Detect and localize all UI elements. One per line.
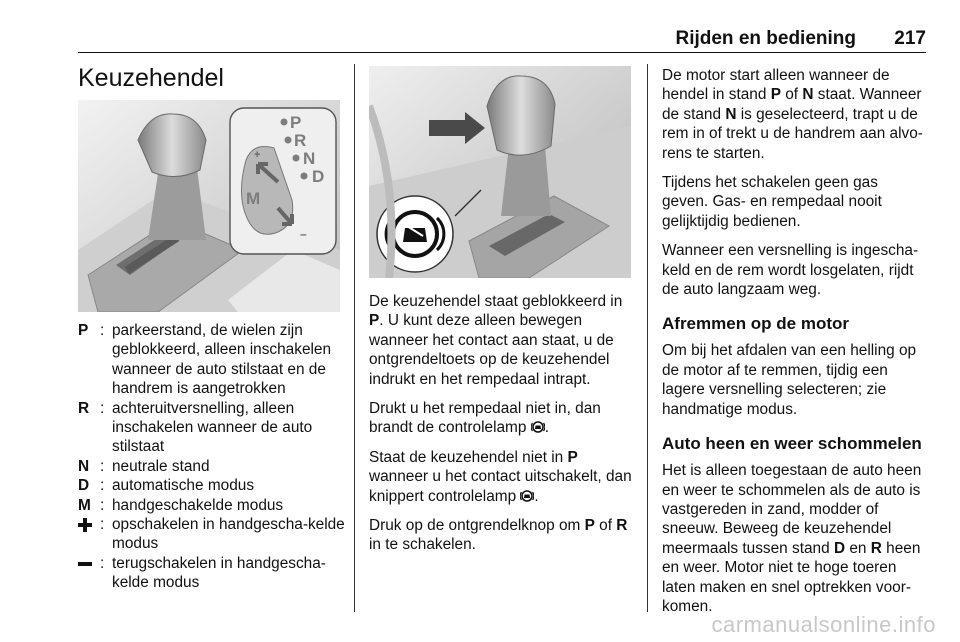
definition-row: M : handgeschakelde modus xyxy=(78,496,348,515)
label-m: M xyxy=(246,189,261,208)
label-r: R xyxy=(294,131,307,150)
paragraph-engine-start: De motor start alleen wanneer de hendel in stand P of N staat. Wanneer de stand N is geselecteerd, trapt u de rem in of trekt u de handrem aan alvo-rens te starten. xyxy=(662,67,923,162)
label-d: D xyxy=(312,167,325,186)
lever-unlock-figure xyxy=(369,66,631,278)
selector-lever-illustration xyxy=(78,100,340,312)
definition-text: terugschakelen in handgescha-kelde modus xyxy=(112,554,326,592)
paragraph-engine-braking: Om bij het afdalen van een helling op de motor af te remmen, tijdig een lagere versnelling selecteren; zie handmatige modus. xyxy=(662,342,917,418)
header-rule xyxy=(78,52,926,53)
definition-text: parkeerstand, de wielen zijn geblokkeerd, alleen inschakelen wanneer de auto stilstaat en de handrem is aangetrokken xyxy=(112,322,332,398)
page-number: 217 xyxy=(894,28,926,49)
lever-unlock-illustration xyxy=(369,66,631,278)
page-header xyxy=(78,28,926,50)
svg-text:–: – xyxy=(300,227,307,241)
definition-row: N : neutrale stand xyxy=(78,457,348,476)
definition-key: P xyxy=(78,322,89,339)
paragraph-brake-pedal: Drukt u het rempedaal niet in, dan brandt de controlelamp . xyxy=(369,400,601,437)
definition-key: M xyxy=(78,496,91,514)
paragraph-creep: Wanneer een versnelling is ingescha-keld en de rem wordt losgelaten, rijdt de auto langzaam weg. xyxy=(662,242,919,299)
running-title: Rijden en bediening xyxy=(675,28,856,49)
right-column-text xyxy=(662,66,928,626)
definition-text: neutrale stand xyxy=(112,457,210,475)
column-divider-2 xyxy=(647,64,648,612)
column-divider-1 xyxy=(354,64,355,612)
definition-row: D : automatische modus xyxy=(78,476,348,495)
paragraph-no-throttle: Tijdens het schakelen geen gas geven. Gas- en rempedaal nooit gelijktijdig bedienen. xyxy=(662,174,882,230)
heading-rocking: Auto heen en weer schommelen xyxy=(662,434,922,454)
definition-key: N xyxy=(78,457,90,475)
definition-row: : terugschakelen in handgescha-kelde modus xyxy=(78,554,348,593)
definition-key: R xyxy=(78,399,90,417)
selector-lever-figure xyxy=(78,100,340,312)
definition-text: achteruitversnelling, alleen inschakelen wanneer de auto stilstaat xyxy=(112,399,313,456)
brake-lamp-icon xyxy=(520,489,534,503)
paragraph-ignition-off: Staat de keuzehendel niet in P wanneer u het contact uitschakelt, dan knippert controlelamp . xyxy=(369,448,632,505)
heading-engine-braking: Afremmen op de motor xyxy=(662,314,850,334)
minus-icon xyxy=(78,557,92,571)
watermark: carmanualsonline.info xyxy=(711,612,936,637)
definition-key: D xyxy=(78,477,90,495)
svg-text:+: + xyxy=(254,149,261,161)
label-p: P xyxy=(290,113,302,132)
paragraph-unlock-button: Druk op de ontgrendelknop om P of R in te schakelen. xyxy=(369,517,628,554)
paragraph-rocking: Het is alleen toegestaan de auto heen en weer te schommelen als de auto is vastgereden in zand, modder of sneeuw. Beweeg de keuzehendel meermaals tussen stand D en R heen en weer. Motor niet te hoge toeren laten maken en snel optrekken voor-komen. xyxy=(662,462,922,615)
definition-text: opschakelen in handgescha-kelde modus xyxy=(112,516,345,553)
definition-text: handgeschakelde modus xyxy=(112,496,284,514)
definition-row: : opschakelen in handgescha-kelde modus xyxy=(78,515,348,554)
definition-text: automatische modus xyxy=(112,477,255,495)
middle-column-text xyxy=(369,292,634,565)
brake-lamp-icon xyxy=(531,420,545,434)
section-title: Keuzehendel xyxy=(78,64,224,92)
definition-row: P : parkeerstand, de wielen zijn geblokkeerd, alleen inschakelen wanneer de auto stilstaat en de handrem is aangetrokken xyxy=(78,321,348,399)
gear-definition-list xyxy=(78,321,348,593)
definition-row: R : achteruitversnelling, alleen inschakelen wanneer de auto stilstaat xyxy=(78,399,348,457)
paragraph-lever-locked: De keuzehendel staat geblokkeerd in P. U kunt deze alleen bewegen wanneer het contact aan staat, u de ontgrendeltoets op de keuzehendel indrukt en het rempedaal intrapt. xyxy=(369,293,623,388)
label-n: N xyxy=(303,149,316,168)
plus-icon xyxy=(78,518,92,532)
